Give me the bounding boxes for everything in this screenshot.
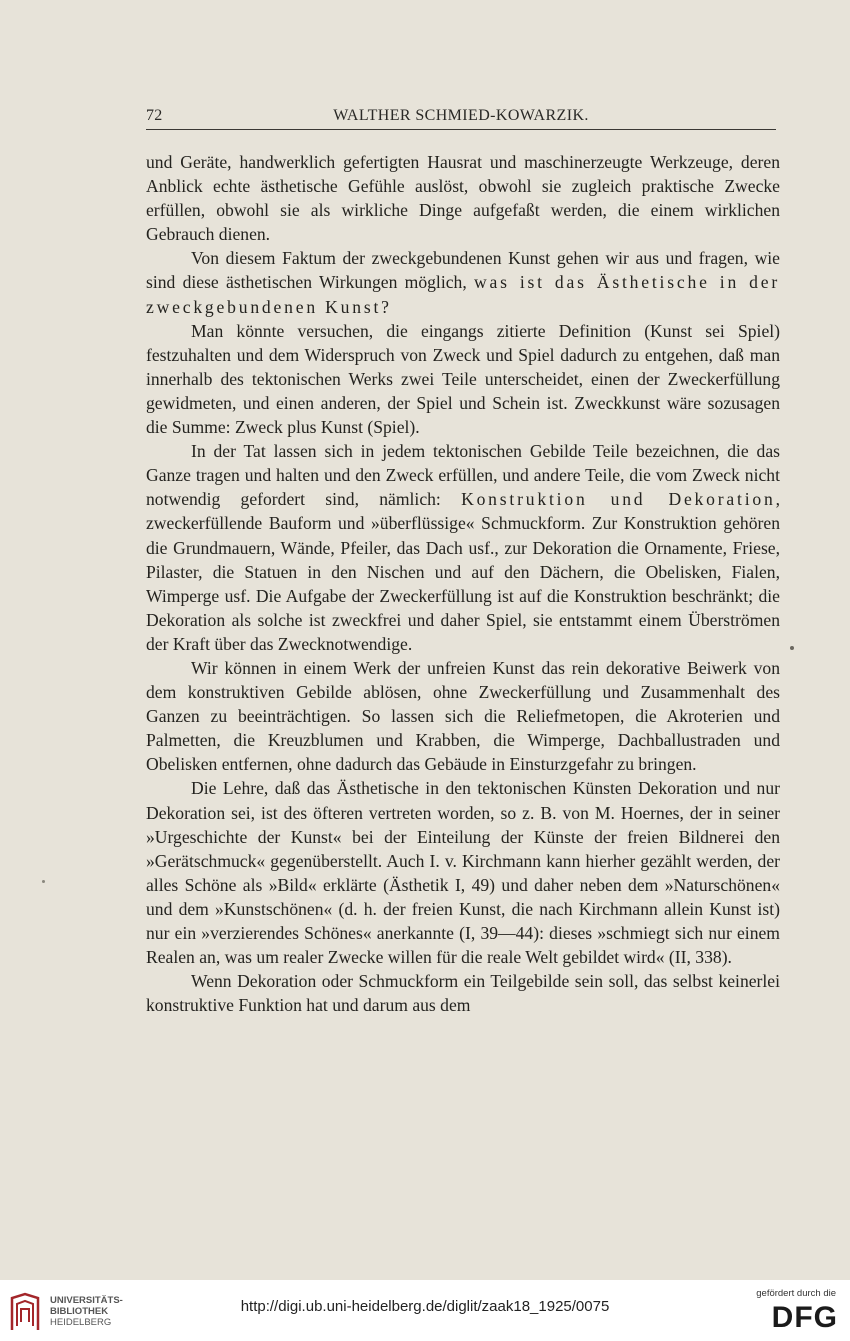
library-name-line-1: UNIVERSITÄTS- [50,1295,123,1306]
paragraph-2-text: Von diesem Faktum der zweckgebundenen Kunst gehen wir aus und fragen, wie sind diese ästhetischen Wirkungen möglich, [146,248,780,293]
page-header [146,105,776,130]
paragraph-2 [146,246,780,318]
paragraph-1: und Geräte, handwerklich gefertigten Hausrat und maschinerzeugte Werkzeuge, deren Anblick echte ästhetische Gefühle auslöst, obwohl sie zugleich praktische Zwecke erfüllen, obwohl sie als wirkliche Dinge aufgefaßt werden, die einem wirklichen Gebrauch dienen. [146,152,780,245]
paragraph-4-text-start: In der Tat lassen sich in jedem tektonischen Gebilde Teile bezeichnen, die das Ganze tragen und halten und den Zweck erfüllen, und andere Teile, die vom Zweck nicht notwendig gefordert sind, nämlich: [146,441,780,510]
dfg-logo: DFG [771,1301,838,1334]
paragraph-3: Man könnte versuchen, die eingangs zitierte Definition (Kunst sei Spiel) festzuhalten und dem Widerspruch von Zweck und Spiel dadurch zu entgehen, daß man innerhalb des tektonischen Werks zwei Teile unterscheidet, einen der Zweckerfüllung gewidmeten, und einen anderen, der Spiel und Schein ist. Zweckkunst wäre sozusagen die Summe: Zweck plus Kunst (Spiel). [146,320,780,438]
running-head: WALTHER SCHMIED-KOWARZIK. [333,107,589,124]
funding-note: gefördert durch die [756,1288,836,1299]
paragraph-4-text-end: , zweckerfüllende Bauform und »überflüssige« Schmuckform. Zur Konstruktion gehören die Grundmauern, Wände, Pfeiler, das Dach usf., zur Dekoration die Ornamente, Friese, Pilaster, die Statuen in den Nischen und auf den Dächern, die Obelisken, Fialen, Wimperge usf. Die Aufgabe der Zweckerfüllung ist auf die Konstruktion beschränkt; die Dekoration als solche ist zweckfrei und daher Spiel, sie entstammt einem Überströmen der Kraft über das Zwecknotwendige. [146,489,780,654]
paragraph-4 [146,439,780,656]
paragraph-7: Wenn Dekoration oder Schmuckform ein Teilgebilde sein soll, das selbst keinerlei konstruktive Funktion hat und darum aus dem [146,971,780,1016]
emphasized-question: was ist das Ästhetische in der zweckgebundenen Kunst? [146,272,780,317]
digitization-footer [0,1280,850,1341]
library-name-line-3: HEIDELBERG [50,1317,112,1328]
paragraph-5: Wir können in einem Werk der unfreien Kunst das rein dekorative Beiwerk von dem konstruktiven Gebilde ablösen, ohne Zweckerfüllung und Zusammenhalt des Ganzen zu beeinträchtigen. So lassen sich die Reliefmetopen, die Akroterien und Palmetten, die Kreuzblumen und Krabben, die Wimperge, Dachballustraden und Obelisken entfernen, ohne dadurch das Gebäude in Einsturzgefahr zu bringen. [146,657,780,775]
page-number: 72 [146,107,163,124]
emphasized-terms: Konstruktion und Dekoration [461,489,776,510]
paper-speck [790,646,794,650]
paper-speck [42,880,45,883]
paragraph-6: Die Lehre, daß das Ästhetische in den tektonischen Künsten Dekoration und nur Dekoration sei, ist des öfteren vertreten worden, so z. B. von M. Hoernes, der in seiner »Urgeschichte der Kunst« bei der Einteilung der Künste der freien Bildnerei den »Gerätschmuck« gegenüberstellt. Auch I. v. Kirchmann kann hierher gezählt werden, der alles Schöne als »Bild« erklärte (Ästhetik I, 49) und daher neben dem »Naturschönen« und dem »Kunstschönen« (d. h. der freien Kunst, die nach Kirchmann allein Kunst ist) nur ein »verzierendes Schönes« anerkannte (I, 39—44): dieses »schmiegt sich nur einem Realen an, was um realer Zwecke willen für die reale Welt gebildet wird« (II, 338). [146,778,780,968]
library-name-line-2: BIBLIOTHEK [50,1306,109,1317]
permalink-url[interactable]: http://digi.ub.uni-heidelberg.de/diglit/zaak18_1925/0075 [240,1298,610,1315]
body-text [146,150,780,1017]
